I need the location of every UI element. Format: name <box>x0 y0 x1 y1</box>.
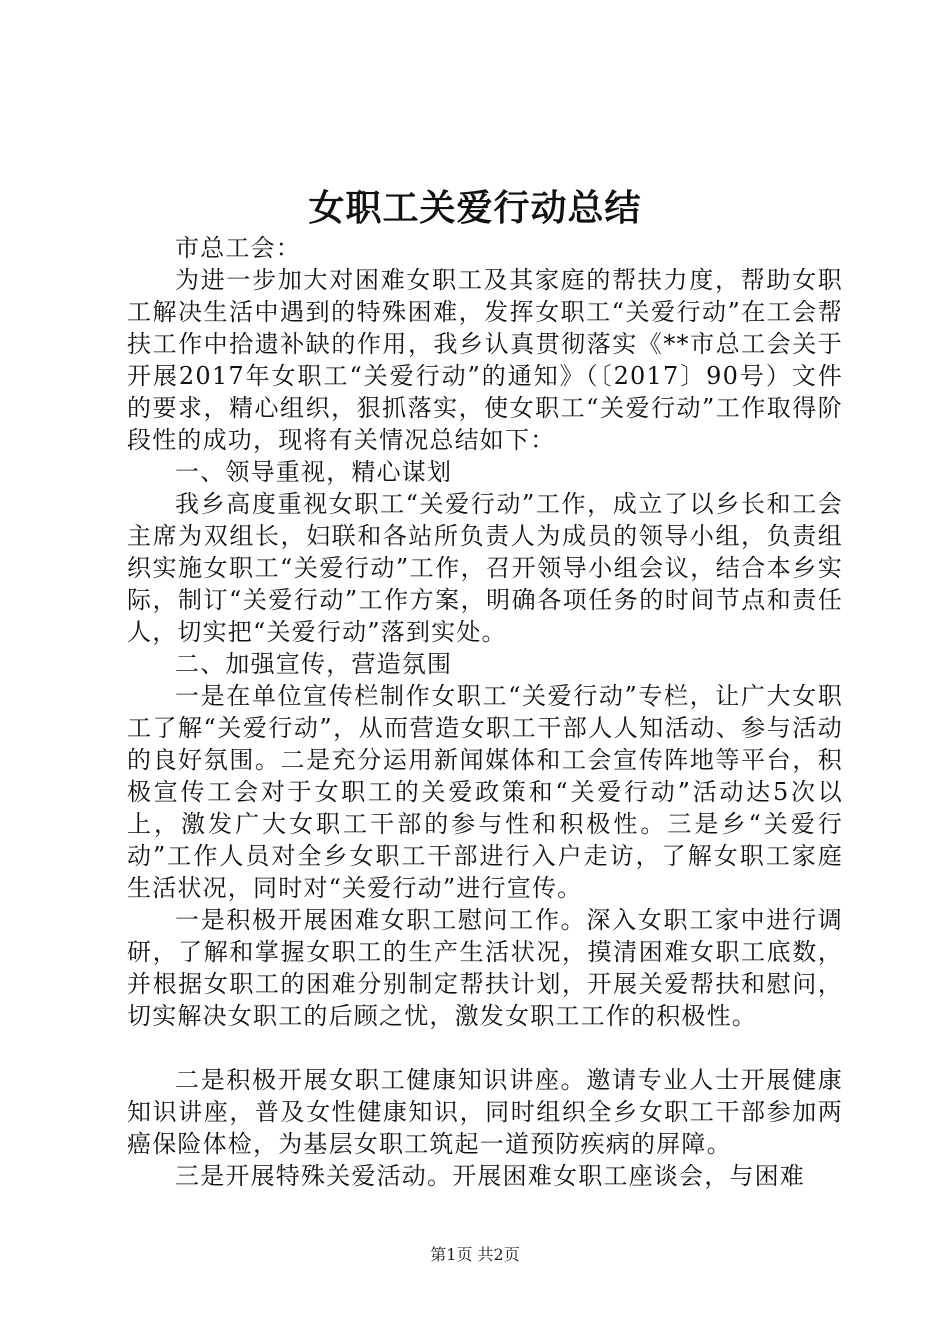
paragraph-health-lecture: 二是积极开展女职工健康知识讲座。邀请专业人士开展健康知识讲座，普及女性健康知识，同时组织全乡女职工干部参加两癌保险体检，为基层女职工筑起一道预防疾病的屏障。 <box>127 1066 843 1158</box>
paragraph-special-care: 三是开展特殊关爱活动。开展困难女职工座谈会，与困难 <box>175 1162 805 1190</box>
page-number: 第1页 共2页 <box>430 1245 520 1264</box>
section-heading-2: 二、加强宣传，营造氛围 <box>175 650 453 678</box>
section-heading-1: 一、领导重视，精心谋划 <box>175 458 453 486</box>
document-title: 女职工关爱行动总结 <box>308 187 642 229</box>
paragraph-section-2: 一是在单位宣传栏制作女职工“关爱行动”专栏，让广大女职工了解“关爱行动”，从而营造女职工干部人人知活动、参与活动的良好氛围。二是充分运用新闻媒体和工会宣传阵地等平台，积极宣传工会对于女职工的关爱政策和“关爱行动”活动达5次以上，激发广大女职工干部的参与性和积极性。三是乡“关爱行动”工作人员对全乡女职工干部进行入户走访，了解女职工家庭生活状况，同时对“关爱行动”进行宣传。 <box>127 682 843 902</box>
paragraph-condolence: 一是积极开展困难女职工慰问工作。深入女职工家中进行调研，了解和掌握女职工的生产生活状况，摸清困难女职工底数，并根据女职工的困难分别制定帮扶计划，开展关爱帮扶和慰问，切实解决女职工的后顾之忧，激发女职工工作的积极性。 <box>127 906 843 1030</box>
document-body <box>127 232 843 1192</box>
salutation: 市总工会： <box>175 234 301 262</box>
paragraph-section-1: 我乡高度重视女职工“关爱行动”工作，成立了以乡长和工会主席为双组长，妇联和各站所负责人为成员的领导小组，负责组织实施女职工“关爱行动”工作，召开领导小组会议，结合本乡实际，制订“关爱行动”工作方案，明确各项任务的时间节点和责任人，切实把“关爱行动”落到实处。 <box>127 490 843 646</box>
paragraph-intro: 为进一步加大对困难女职工及其家庭的帮扶力度，帮助女职工解决生活中遇到的特殊困难，发挥女职工“关爱行动”在工会帮扶工作中拾遗补缺的作用，我乡认真贯彻落实《**市总工会关于开展2017年女职工“关爱行动”的通知》（〔2017〕90号）文件的要求，精心组织，狠抓落实，使女职工“关爱行动”工作取得阶段性的成功，现将有关情况总结如下： <box>127 266 843 454</box>
